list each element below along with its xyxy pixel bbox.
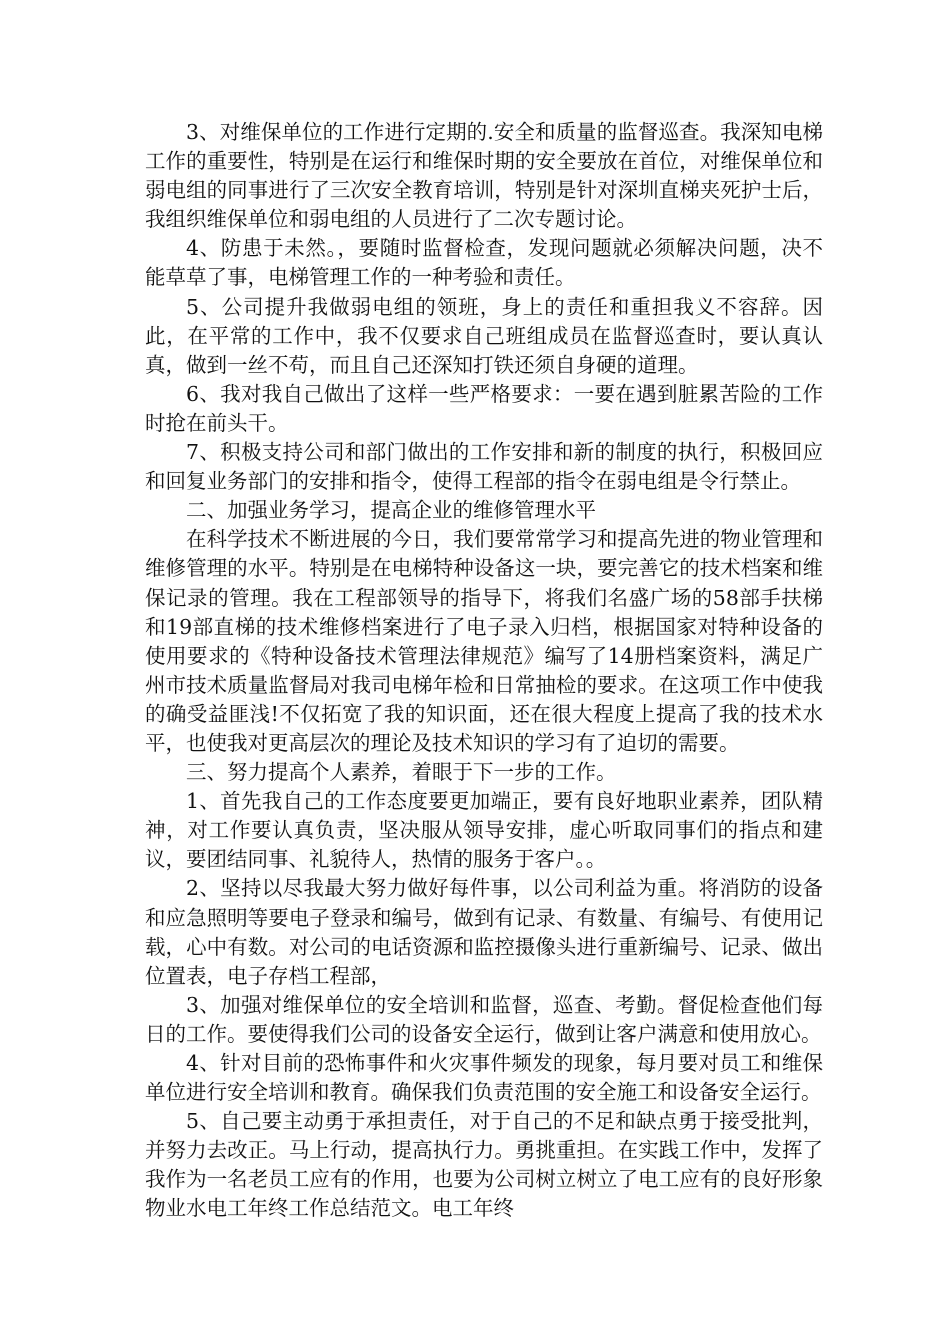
paragraph-work-attitude: 1、首先我自己的工作态度要更加端正，要有良好地职业素养，团队精神，对工作要认真负责，坚决服从领导安排，虚心听取同事们的指点和建议，要团结同事、礼貌待人，热情的服务于客户。。 <box>145 789 823 872</box>
paragraph-team-leader: 5、公司提升我做弱电组的领班，身上的责任和重担我义不容辞。因此，在平常的工作中，我不仅要求自己班组成员在监督巡查时，要认真认真，做到一丝不苟，而且自己还深知打铁还须自身硬的道理。 <box>145 294 823 377</box>
paragraph-safety-education: 4、针对目前的恐怖事件和火灾事件频发的现象，每月要对员工和维保单位进行安全培训和教育。确保我们负责范围的安全施工和设备安全运行。 <box>145 1051 823 1105</box>
paragraph-technical-archives: 在科学技术不断进展的今日，我们要常常学习和提高先进的物业管理和维修管理的水平。特别是在电梯特种设备这一块，要完善它的技术档案和维保记录的管理。我在工程部领导的指导下，将我们名盛广场的58部手扶梯和19部直梯的技术维修档案进行了电子录入归档，根据国家对特种设备的使用要求的《特种设备技术管理法律规范》编写了14册档案资料，满足广州市技术质量监督局对我司电梯年检和日常抽检的要求。在这项工作中使我的确受益匪浅!不仅拓宽了我的知识面，还在很大程度上提高了我的技术水平，也使我对更高层次的理论及技术知识的学习有了迫切的需要。 <box>145 527 823 755</box>
paragraph-equipment-records: 2、坚持以尽我最大努力做好每件事，以公司利益为重。将消防的设备和应急照明等要电子登录和编号，做到有记录、有数量、有编号、有使用记载，心中有数。对公司的电话资源和监控摄像头进行重新编号、记录、做出位置表，电子存档工程部， <box>145 876 823 988</box>
section-heading-personal-quality: 三、努力提高个人素养，着眼于下一步的工作。 <box>186 760 617 785</box>
paragraph-responsibility: 5、自己要主动勇于承担责任，对于自己的不足和缺点勇于接受批判，并努力去改正。马上行动，提高执行力。勇挑重担。在实践工作中，发挥了我作为一名老员工应有的作用，也要为公司树立树立了电工应有的良好形象物业水电工年终工作总结范文。电工年终 <box>145 1109 823 1221</box>
paragraph-self-requirements: 6、我对我自己做出了这样一些严格要求：一要在遇到脏累苦险的工作时抢在前头干。 <box>145 381 823 435</box>
paragraph-maintenance-inspection: 3、对维保单位的工作进行定期的.安全和质量的监督巡查。我深知电梯工作的重要性，特别是在运行和维保时期的安全要放在首位，对维保单位和弱电组的同事进行了三次安全教育培训，特别是针对深圳直梯夹死护士后，我组织维保单位和弱电组的人员进行了二次专题讨论。 <box>145 120 823 232</box>
section-heading-business-study: 二、加强业务学习，提高企业的维修管理水平 <box>186 498 596 523</box>
paragraph-prevention: 4、防患于未然。，要随时监督检查，发现问题就必须解决问题，决不能草草了事，电梯管理工作的一种考验和责任。 <box>145 236 823 290</box>
paragraph-maintenance-training: 3、加强对维保单位的安全培训和监督，巡查、考勤。督促检查他们每日的工作。要使得我们公司的设备安全运行，做到让客户满意和使用放心。 <box>145 992 823 1046</box>
paragraph-support-company: 7、积极支持公司和部门做出的工作安排和新的制度的执行，积极回应和回复业务部门的安排和指令，使得工程部的指令在弱电组是令行禁止。 <box>145 440 823 494</box>
document-page <box>145 118 823 1224</box>
